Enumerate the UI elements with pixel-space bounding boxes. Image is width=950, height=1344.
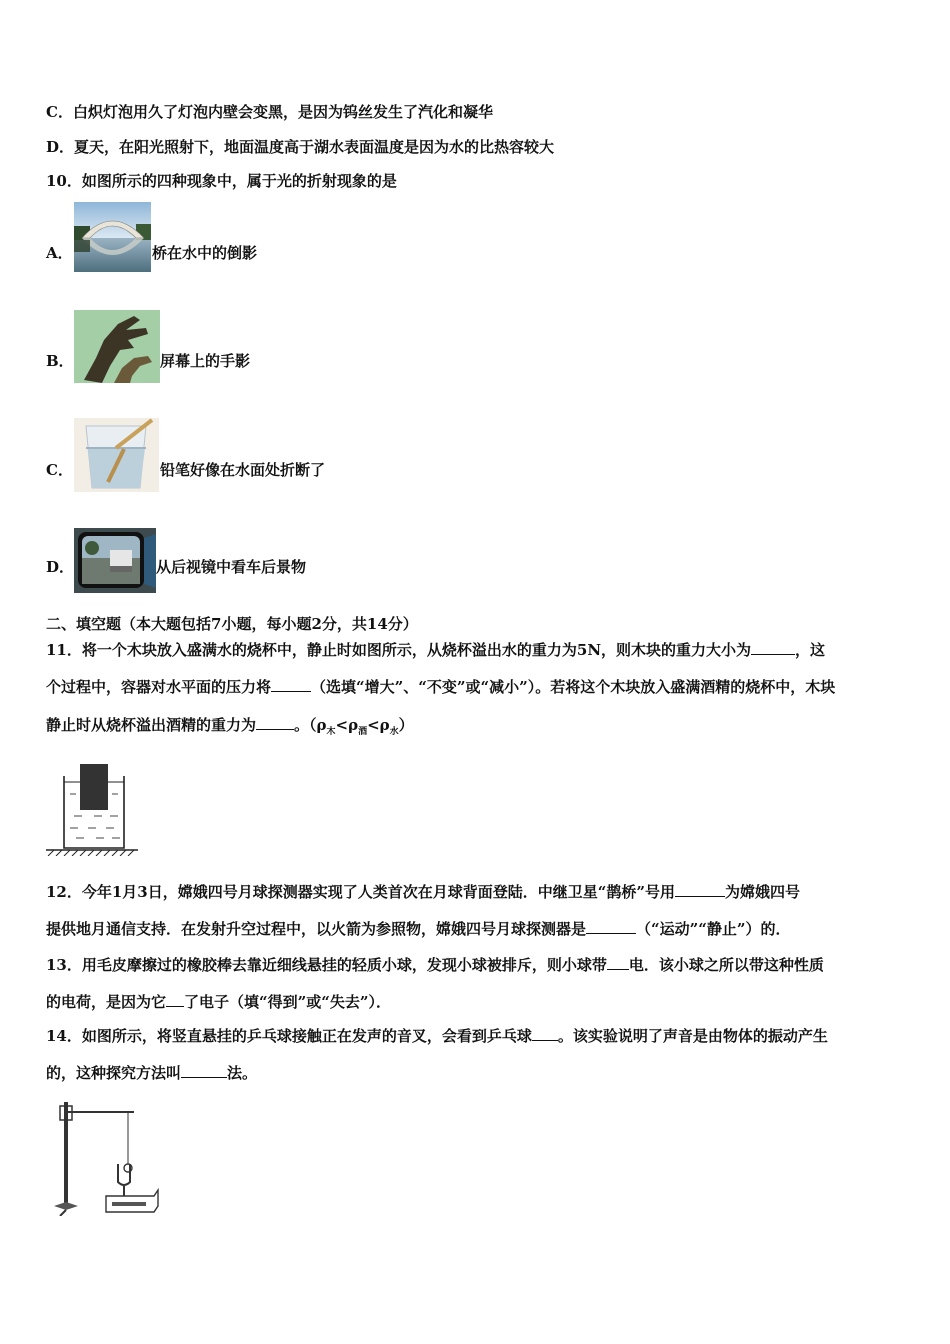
q14-blank-2[interactable]: [181, 1063, 227, 1078]
q11-line-3: 静止时从烧杯溢出酒精的重力为 。$(\rho_木<\rho_酒<\rho_水)$: [46, 716, 414, 737]
q10-option-a-text: 桥在水中的倒影: [152, 244, 258, 262]
q10-option-b-label: B．: [46, 352, 74, 370]
rear-view-mirror-image: [74, 528, 156, 593]
tuning-fork-pingpong-diagram: [50, 1098, 162, 1216]
q14-line-2: 的，这种探究方法叫 法。: [46, 1064, 258, 1082]
q12-blank-2[interactable]: [586, 919, 636, 934]
q11-blank-3[interactable]: [256, 715, 294, 730]
q9-option-c: C．白炽灯泡用久了灯泡内壁会变黑，是因为钨丝发生了汽化和凝华: [46, 103, 493, 121]
q13-blank-2[interactable]: [166, 992, 184, 1007]
q11-line-1: 11．将一个木块放入盛满水的烧杯中，静止时如图所示，从烧杯溢出水的重力为5N，则木块的重力大小为 ，这: [46, 641, 826, 659]
q13-line-2: 的电荷，是因为它 了电子（填“得到”或“失去”）．: [46, 993, 392, 1011]
q13-line-1: 13．用毛皮摩擦过的橡胶棒去靠近细线悬挂的轻质小球，发现小球被排斥，则小球带 电．该小球之所以带这种性质: [46, 956, 824, 974]
q11-line-2: 个过程中，容器对水平面的压力将 （选填“增大”、“不变”或“减小”）。若将这个木块放入盛满酒精的烧杯中，木块: [46, 678, 836, 696]
q10-option-d-label: D．: [46, 558, 75, 576]
q10-option-c-text: 铅笔好像在水面处折断了: [160, 461, 326, 479]
q10-option-a-label: A．: [46, 244, 73, 262]
q9-option-d: D．夏天，在阳光照射下，地面温度高于湖水表面温度是因为水的比热容较大: [46, 138, 555, 156]
hand-shadow-image: [74, 310, 160, 383]
beaker-with-wood-block-diagram: [44, 760, 140, 856]
bridge-reflection-image: [74, 202, 151, 272]
q11-blank-1[interactable]: [751, 640, 795, 655]
q11-blank-2[interactable]: [271, 677, 311, 692]
q12-blank-1[interactable]: [675, 882, 725, 897]
q12-line-1: 12．今年1月3日，嫦娥四号月球探测器实现了人类首次在月球背面登陆．中继卫星“鹊桥”号用 为嫦娥四号: [46, 883, 801, 901]
q10-stem: 10．如图所示的四种现象中，属于光的折射现象的是: [46, 172, 397, 190]
q12-line-2: 提供地月通信支持．在发射升空过程中，以火箭为参照物，嫦娥四号月球探测器是 （“运动”“静止”）的．: [46, 920, 791, 938]
q10-option-c-label: C．: [46, 461, 73, 479]
q13-blank-1[interactable]: [607, 955, 629, 970]
q10-option-d-text: 从后视镜中看车后景物: [156, 558, 307, 576]
pencil-in-water-image: [74, 418, 159, 492]
q10-option-b-text: 屏幕上的手影: [160, 352, 251, 370]
q14-line-1: 14．如图所示，将竖直悬挂的乒乓球接触正在发声的音叉，会看到乒乓球 。该实验说明了声音是由物体的振动产生: [46, 1027, 828, 1045]
q14-blank-1[interactable]: [532, 1026, 558, 1041]
section-2-heading: 二、填空题（本大题包括7小题，每小题2分，共14分）: [46, 615, 418, 633]
